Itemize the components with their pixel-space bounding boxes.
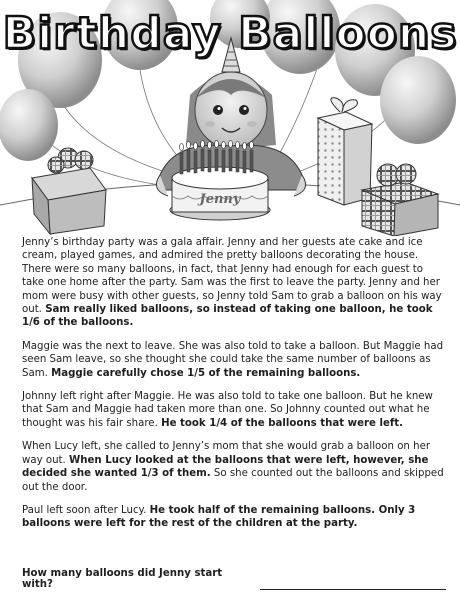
gift-dotted	[318, 98, 372, 205]
paragraph: Maggie was the next to leave. She was also told to take a balloon. But Maggie had seen Sam leave, so she thought she could take the same number of balloons as Sam. Maggie carefully chose 1/5 of the remaining balloons.	[22, 340, 444, 379]
paragraph: Jenny’s birthday party was a gala affair. Jenny and her guests ate cake and ice cream, played games, and admired the pretty balloons decorating the house. There were so many balloons, in fact, that Jenny had enough for each guest to take one home after the party. Sam was the first to leave the party. Jenny and her mom were busy with other guests, so Jenny told Sam to grab a balloon on his way out. Sam really liked balloons, so instead of taking one balloon, he took 1/6 of the balloons.	[22, 237, 442, 329]
gift-left	[32, 148, 106, 234]
answer-line[interactable]	[260, 578, 446, 590]
gift-plaid	[362, 164, 438, 236]
paragraph: When Lucy left, she called to Jenny’s mom that she would grab a balloon on her way out. When Lucy looked at the balloons that were left, however, she decided she wanted 1/3 of them. So she counted out the balloons and skipped out the door.	[22, 441, 444, 493]
question-row	[22, 568, 446, 590]
paragraph: Johnny left right after Maggie. He was also told to take one balloon. But he knew that Sam and Maggie had taken more than one. So Johnny counted out what he thought was his fair share. He took 1/4 of the balloons that were left.	[22, 391, 433, 429]
story-text	[22, 236, 446, 541]
page-title: Birthday Balloons	[2, 8, 458, 59]
question-text: How many balloons did Jenny start with?	[22, 568, 223, 590]
paragraph: Paul left soon after Lucy. He took half of the remaining balloons. Only 3 balloons were left for the rest of the children at the party.	[22, 504, 416, 530]
balloon	[380, 56, 456, 144]
cake-name: Jenny	[199, 192, 241, 207]
balloon	[0, 89, 58, 161]
